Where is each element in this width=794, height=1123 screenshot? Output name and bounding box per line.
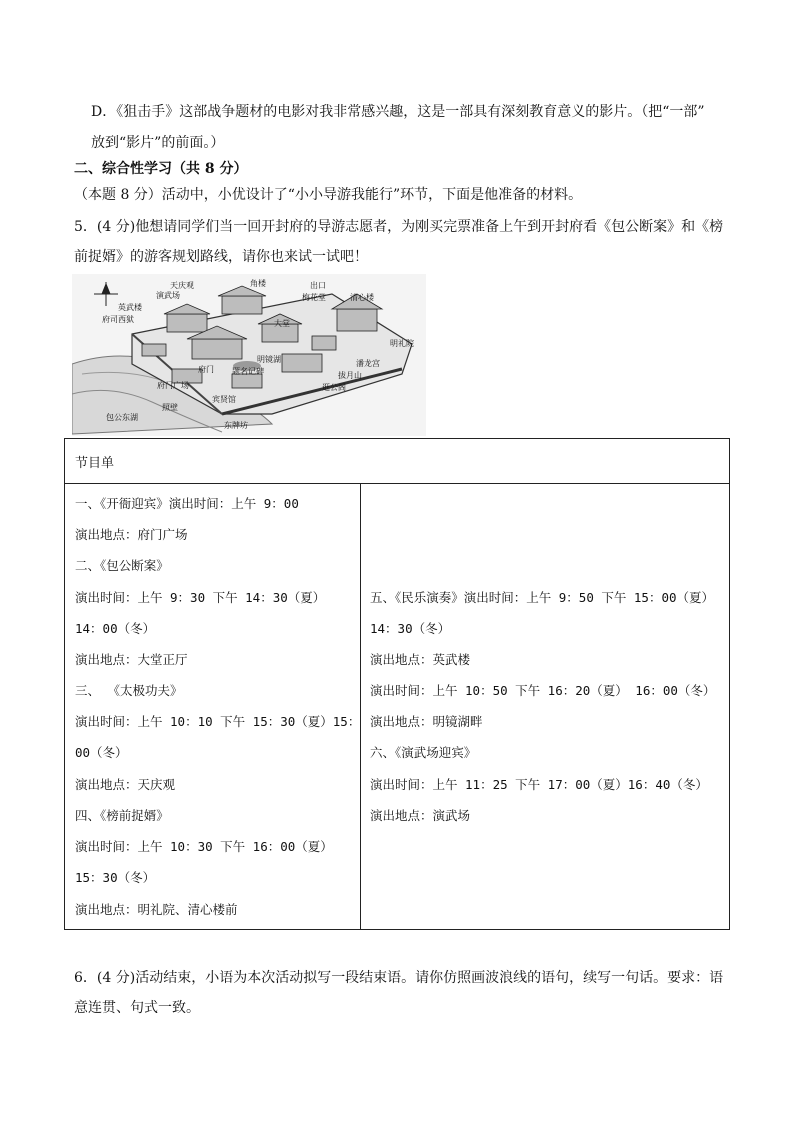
label-zhaoxian: 照壁	[162, 403, 178, 412]
label-fumen: 府门	[198, 365, 214, 374]
question-6-line2: 意连贯、句式一致。	[74, 1000, 200, 1016]
schedule-left-line: 00（冬）	[75, 745, 128, 760]
label-timing: 题名记碑	[232, 367, 264, 376]
schedule-left-line: 演出时间：上午 9：30 下午 14：30（夏）	[75, 590, 326, 605]
schedule-right-line: 演出时间：上午 10：50 下午 16：20（夏） 16：00（冬）	[370, 683, 716, 698]
label-mingli: 明礼院	[390, 339, 414, 348]
option-d-line2: 放到“影片”的前面。）	[91, 135, 225, 151]
schedule-left-line: 二、《包公断案》	[75, 558, 169, 573]
label-fusi: 府司西狱	[102, 315, 134, 324]
label-meihua: 梅花堂	[302, 293, 326, 302]
label-yanwu: 演武场	[156, 291, 180, 300]
schedule-left-line: 一、《开衙迎宾》演出时间：上午 9：00	[75, 496, 299, 511]
label-datang: 大堂	[274, 319, 290, 328]
label-jiaolou: 角楼	[250, 279, 266, 288]
label-binxian: 宾贤馆	[212, 395, 236, 404]
label-dongpai: 东牌坊	[224, 421, 248, 430]
schedule-right-line: 演出地点：演武场	[370, 808, 471, 823]
schedule-right-line: 六、《演武场迎宾》	[370, 745, 477, 760]
program-schedule-table	[64, 438, 730, 930]
schedule-left-line: 15：30（冬）	[75, 870, 156, 885]
schedule-left-line: 演出地点：明礼院、清心楼前	[75, 902, 238, 917]
label-chukou: 出口	[310, 281, 326, 290]
schedule-header-row	[65, 439, 729, 484]
question-5-line2: 前捉婿》的游客规划路线，请你也来试一试吧！	[74, 249, 368, 265]
section-title: 二、综合性学习（共 8 分）	[74, 161, 248, 177]
label-tianqing: 天庆观	[170, 281, 194, 290]
label-yougong: 逛公阁	[322, 383, 346, 392]
schedule-left-line: 演出时间：上午 10：30 下午 16：00（夏）	[75, 839, 333, 854]
schedule-header: 节目单	[75, 456, 115, 471]
label-qingxin: 清心楼	[350, 293, 374, 302]
schedule-left-line: 四、《榜前捉婿》	[75, 808, 169, 823]
schedule-left-line: 三、 《太极功夫》	[75, 683, 183, 698]
kaifeng-map	[72, 274, 426, 436]
column-divider	[360, 483, 361, 929]
schedule-right-line: 五、《民乐演奏》演出时间：上午 9：50 下午 15：00（夏）	[370, 590, 715, 605]
schedule-left-line: 14：00（冬）	[75, 621, 156, 636]
schedule-left-line: 演出地点：大堂正厅	[75, 652, 188, 667]
label-panlong: 潘龙宫	[356, 359, 380, 368]
option-d-line1: D．《狙击手》这部战争题材的电影对我非常感兴趣，这是一部具有深刻教育意义的影片。（把“一部”	[91, 104, 705, 120]
label-yingwu: 英武楼	[118, 303, 142, 312]
schedule-left-line: 演出地点：天庆观	[75, 777, 176, 792]
schedule-right-line: 演出地点：英武楼	[370, 652, 471, 667]
question-5-line1: 5．(4 分)他想请同学们当一回开封府的导游志愿者，为刚买完票准备上午到开封府看《包公断案》和《榜	[74, 219, 724, 235]
label-baogong: 包公东湖	[106, 413, 138, 422]
intro-text: （本题 8 分）活动中，小优设计了“小小导游我能行”环节，下面是他准备的材料。	[74, 187, 583, 203]
label-zhuoyue: 拔月山	[338, 371, 362, 380]
schedule-right-line: 演出地点：明镜湖畔	[370, 714, 483, 729]
schedule-right-line: 演出时间：上午 11：25 下午 17：00（夏）16：40（冬）	[370, 777, 708, 792]
schedule-right-line: 14：30（冬）	[370, 621, 451, 636]
schedule-left-line: 演出时间：上午 10：10 下午 15：30（夏）15：	[75, 714, 361, 729]
label-fumen-square: 府门广场	[157, 381, 189, 390]
schedule-left-line: 演出地点：府门广场	[75, 527, 188, 542]
label-mingjing: 明镜湖	[257, 355, 281, 364]
question-6-line1: 6．(4 分)活动结束，小语为本次活动拟写一段结束语。请你仿照画波浪线的语句，续写一句话。要求：语	[74, 970, 724, 986]
